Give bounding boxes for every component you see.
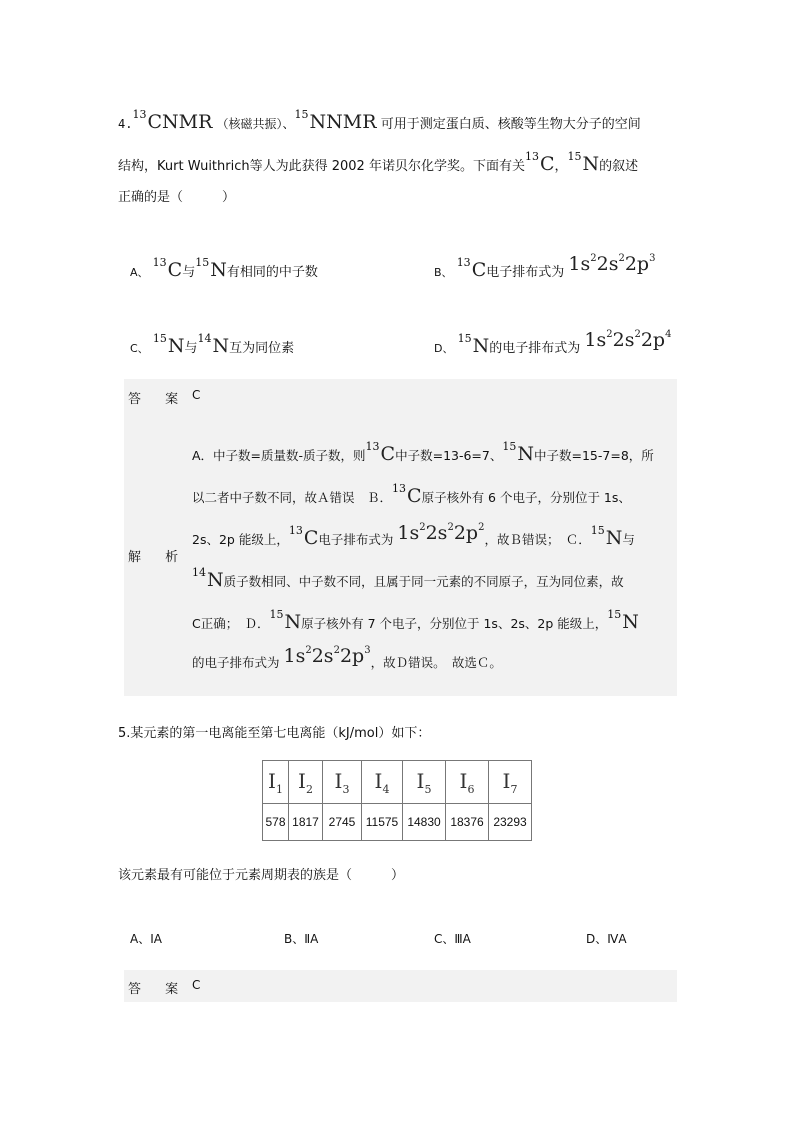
- header-subscript: 3: [342, 782, 350, 796]
- q5-option-c: C、ⅢA: [434, 932, 471, 946]
- config-exp: 2: [305, 645, 312, 656]
- config-exp: 3: [364, 645, 371, 656]
- analysis-text: 原子核外有 7 个电子，分别位于 1s、2s、2p 能级上，: [301, 616, 608, 631]
- header-subscript: 7: [510, 782, 518, 796]
- element-symbol: C: [303, 527, 319, 549]
- header-symbol: I: [502, 768, 511, 793]
- analysis-line-6: [192, 645, 502, 672]
- analysis-text: ，故Ｂ错误； Ｃ．: [484, 532, 591, 547]
- element-symbol: N: [207, 569, 224, 591]
- option-connector: 与: [184, 341, 198, 356]
- isotope-mass: 15: [457, 332, 472, 345]
- q4-paren: （核磁共振）、: [216, 117, 295, 131]
- config-part: 2s: [596, 253, 619, 275]
- element-symbol: C: [539, 153, 555, 175]
- element-symbol: C: [167, 259, 183, 281]
- q5-answer-panel: [124, 970, 677, 1002]
- ionization-energy-table: [262, 760, 532, 841]
- q4-analysis-label: 解 析: [128, 550, 189, 565]
- q4-line2-tail: 的叙述: [599, 159, 639, 174]
- config-exp: 2: [478, 522, 485, 533]
- option-text: 的电子排布式为: [489, 341, 581, 356]
- header-symbol: I: [268, 768, 276, 793]
- isotope-mass: 13: [456, 256, 471, 269]
- analysis-text: A．中子数=质量数-质子数，则: [192, 448, 366, 463]
- element-symbol: N: [517, 443, 534, 465]
- isotope-mass: 15: [607, 608, 622, 621]
- isotope-mass: 15: [590, 524, 605, 537]
- config-part: 2s: [311, 645, 334, 667]
- isotope-mass: 14: [192, 566, 206, 579]
- option-text: 互为同位素: [229, 341, 295, 356]
- table-value-row: [263, 804, 532, 841]
- config-exp: 2: [447, 522, 454, 533]
- analysis-text: C正确； Ｄ．: [192, 616, 270, 631]
- option-letter: D、: [434, 342, 454, 355]
- table-cell: 578: [263, 804, 289, 841]
- isotope-mass: 15: [502, 440, 517, 453]
- table-header-cell: [263, 761, 289, 804]
- q4-line1-tail: 可用于测定蛋白质、核酸等生物大分子的空间: [380, 117, 641, 132]
- element-symbol: C: [471, 259, 487, 281]
- config-part: 2s: [612, 329, 635, 351]
- config-exp: 2: [419, 522, 426, 533]
- table-header-cell: [362, 761, 403, 804]
- analysis-line-1: [192, 440, 654, 465]
- q5-stem: 5.某元素的第一电离能至第七电离能（kJ/mol）如下：: [118, 726, 431, 741]
- header-symbol: I: [334, 768, 343, 793]
- element-symbol: N: [167, 335, 185, 357]
- header-symbol: I: [374, 768, 383, 793]
- table-cell: 14830: [403, 804, 446, 841]
- analysis-text: 2s、2p 能级上，: [192, 532, 289, 547]
- header-subscript: 5: [424, 782, 432, 796]
- element-symbol: C: [380, 443, 396, 465]
- config-part: 2s: [425, 522, 448, 544]
- table-header-row: [263, 761, 532, 804]
- nnmr-text: NNMR: [309, 111, 377, 133]
- element-symbol: N: [622, 611, 639, 633]
- config-part: 2p: [640, 329, 666, 351]
- table-header-cell: [489, 761, 532, 804]
- q4-line2: [118, 150, 638, 175]
- q5-answer-label: 答 案: [128, 982, 189, 997]
- analysis-text: 以二者中子数不同，故Ａ错误 Ｂ．: [192, 490, 393, 505]
- q4-line3: 正确的是（ ）: [118, 190, 236, 205]
- header-subscript: 6: [467, 782, 475, 796]
- config-part: 2p: [339, 645, 365, 667]
- q4-line2-head: 结构，Kurt Wuithrich等人为此获得 2002 年诺贝尔化学奖。下面有关: [118, 159, 525, 174]
- analysis-text: 原子核外有 6 个电子，分别位于 1s、: [421, 490, 631, 505]
- config-exp: 2: [606, 329, 613, 340]
- isotope-mass: 13: [365, 440, 380, 453]
- q4-number: 4.: [118, 117, 133, 131]
- q5-answer-value: C: [192, 978, 201, 992]
- analysis-line-3: [192, 524, 635, 549]
- q5-option-b: B、ⅡA: [284, 932, 319, 946]
- config-exp: 4: [665, 329, 672, 340]
- element-symbol: N: [582, 153, 600, 175]
- config-part: 2p: [624, 253, 650, 275]
- table-header-cell: [323, 761, 362, 804]
- cnmr-text: CNMR: [147, 111, 213, 133]
- isotope-mass: 13: [524, 150, 539, 163]
- separator: ，: [554, 159, 568, 174]
- q4-option-a: [130, 256, 318, 281]
- electron-config: [584, 329, 671, 351]
- option-text: 有相同的中子数: [226, 265, 318, 280]
- option-letter: C、: [130, 342, 149, 355]
- q5-option-d: D、ⅣA: [586, 932, 627, 946]
- isotope-mass: 15: [195, 256, 210, 269]
- table-cell: 1817: [289, 804, 323, 841]
- analysis-text: ，故Ｄ错误。 故选Ｃ。: [370, 655, 502, 670]
- header-symbol: I: [416, 768, 425, 793]
- q5-question: 该元素最有可能位于元素周期表的族是（ ）: [118, 868, 405, 883]
- isotope-mass: 15: [269, 608, 284, 621]
- table-cell: 18376: [446, 804, 489, 841]
- table-header-cell: [446, 761, 489, 804]
- table-cell: 11575: [362, 804, 403, 841]
- isotope-mass: 13: [132, 108, 147, 121]
- analysis-line-2: [192, 482, 631, 507]
- electron-config: [568, 253, 655, 275]
- isotope-mass: 13: [392, 482, 407, 495]
- isotope-mass: 15: [567, 150, 582, 163]
- table-cell: 23293: [489, 804, 532, 841]
- analysis-text: 电子排布式为: [318, 532, 394, 547]
- config-part: 1s: [568, 253, 591, 275]
- analysis-text: 质子数相同、中子数不同，且属于同一元素的不同原子，互为同位素，故: [223, 574, 624, 589]
- element-symbol: N: [284, 611, 302, 633]
- isotope-mass: 15: [152, 332, 167, 345]
- analysis-text: 与: [622, 532, 635, 547]
- config-part: 2p: [453, 522, 479, 544]
- table-header-cell: [403, 761, 446, 804]
- element-symbol: N: [210, 259, 227, 281]
- header-subscript: 4: [382, 782, 390, 796]
- table-header-cell: [289, 761, 323, 804]
- analysis-text: 中子数=13-6=7、: [395, 448, 503, 463]
- q4-option-c: [130, 332, 294, 357]
- q4-line1: [118, 108, 641, 133]
- config-exp: 2: [634, 329, 641, 340]
- q5-option-a: A、ⅠA: [130, 932, 162, 946]
- header-symbol: I: [298, 768, 306, 793]
- analysis-line-5: [192, 608, 639, 633]
- q4-option-b: [434, 253, 656, 281]
- electron-config: [397, 522, 484, 544]
- element-symbol: N: [472, 335, 490, 357]
- electron-config: [284, 645, 371, 667]
- config-exp: 2: [333, 645, 340, 656]
- config-part: 1s: [584, 329, 607, 351]
- header-subscript: 1: [275, 782, 283, 796]
- table-cell: 2745: [323, 804, 362, 841]
- config-exp: 3: [649, 253, 656, 264]
- element-symbol: N: [605, 527, 623, 549]
- config-exp: 2: [590, 253, 597, 264]
- isotope-mass: 15: [294, 108, 309, 121]
- config-exp: 2: [618, 253, 625, 264]
- element-symbol: N: [212, 335, 230, 357]
- q4-answer-label: 答 案: [128, 392, 189, 407]
- analysis-line-4: [192, 566, 624, 591]
- header-subscript: 2: [305, 782, 313, 796]
- q4-answer-value: C: [192, 388, 201, 402]
- config-part: 1s: [283, 645, 306, 667]
- isotope-mass: 13: [288, 524, 303, 537]
- isotope-mass: 14: [197, 332, 212, 345]
- option-connector: 与: [182, 265, 196, 280]
- q4-option-d: [434, 329, 672, 357]
- option-letter: A、: [130, 266, 149, 279]
- element-symbol: C: [407, 485, 422, 507]
- isotope-mass: 13: [152, 256, 167, 269]
- analysis-text: 中子数=15-7=8，所: [534, 448, 654, 463]
- config-part: 1s: [397, 522, 420, 544]
- analysis-text: 的电子排布式为: [192, 655, 280, 670]
- header-symbol: I: [459, 768, 468, 793]
- option-text: 电子排布式为: [486, 265, 565, 280]
- option-letter: B、: [434, 266, 453, 279]
